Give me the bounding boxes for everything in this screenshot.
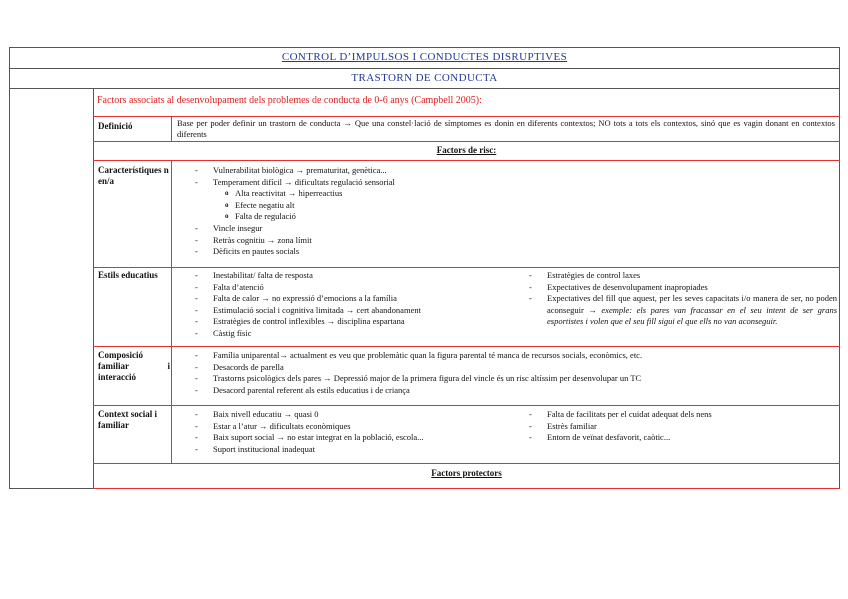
list-item: - Retràs cognitiu → zona límit [193, 235, 833, 247]
list-item: - Falta de facilitats per el cuidat adequat dels nens [527, 409, 837, 421]
table-border-bottom [93, 488, 840, 489]
document-title: CONTROL D’IMPULSOS I CONDUCTES DISRUPTIVES [281, 51, 568, 63]
list-item: - Vincle insegur [193, 223, 833, 235]
column-divider [171, 116, 172, 141]
estils-left-list [193, 270, 513, 340]
list-item: - Dèficits en pautes socials [193, 246, 833, 258]
composicio-label [98, 350, 170, 383]
list-item: - Inestabilitat/ falta de resposta [193, 270, 513, 282]
list-item: - Estimulació social i cognitiva limitada → cert abandonament [193, 305, 513, 317]
list-item: - Suport institucional inadequat [193, 444, 513, 456]
definicio-text: Base per poder definir un trastorn de conducta → Que una constel·lació de símptomes es donin en diferents contextos; NO tots a tots els contextos, sinó que es vagin donant en contextos diferents [177, 118, 835, 139]
list-item: - Trastorns psicològics dels pares → Depressió major de la primera figura del vincle és un risc altíssim per desenvolupar un TC [193, 373, 837, 385]
context-right-list [527, 409, 837, 444]
table-border-bottom-left [9, 488, 94, 489]
definicio-label: Definició [98, 121, 133, 131]
list-item: - Baix nivell educatiu → quasi 0 [193, 409, 513, 421]
table-border-left [9, 47, 10, 488]
estils-label: Estils educatius [98, 270, 158, 280]
section-heading: Factors associats al desenvolupament dels problemes de conducta de 0-6 anys (Campbell 2005): [97, 95, 482, 106]
table-border-top [9, 47, 840, 48]
context-left-list [193, 409, 513, 455]
list-item: - Falta de calor → no expressió d’emocions a la família [193, 293, 513, 305]
list-item: - Temperament difícil → dificultats regulació sensorial [193, 177, 833, 189]
row-divider [93, 160, 840, 161]
list-item: - Estratègies de control inflexibles → disciplina espartana [193, 316, 513, 328]
list-item: - Falta d’atenció [193, 282, 513, 294]
caracteristiques-list [193, 165, 833, 258]
context-label: Context social i familiar [98, 409, 157, 430]
row-divider [93, 141, 840, 142]
list-item: - Desacord parental referent als estils educatius i de criança [193, 385, 837, 397]
list-item: - Desacords de parella [193, 362, 837, 374]
list-item: - Vulnerabilitat biològica → prematuritat, genètica... [193, 165, 833, 177]
composicio-label-word: i [167, 361, 170, 371]
composicio-list [193, 350, 837, 396]
composicio-label-line [98, 361, 170, 372]
list-item-example: exemple: els pares van fracassar en el seu intent de ser grans esportistes i volen que el seu fill sigui el que ells no van aconseguir. [547, 304, 837, 327]
row-divider [93, 463, 840, 464]
row-divider [93, 405, 840, 406]
list-item: - Expectatives de desenvolupament inapropiades [527, 282, 837, 294]
list-item: - Entorn de veïnat desfavorit, caòtic... [527, 432, 837, 444]
row-divider [93, 267, 840, 268]
list-item: - Estrès familiar [527, 421, 837, 433]
list-item-text: Expectatives del fill que aquest, per les seves capacitats i/o manera de ser, no poden aconseguir → [547, 293, 837, 315]
list-item [527, 293, 837, 328]
protectors-heading: Factors protectors [431, 468, 502, 478]
sub-list-item: o Falta de regulació [193, 211, 833, 223]
row-divider [9, 68, 840, 69]
list-item: - Família uniparental→ actualment es veu que problemàtic quan la figura parental té manca de recursos socials, econòmics, etc. [193, 350, 837, 362]
caracteristiques-label: Característiques nen/a [98, 165, 169, 186]
composicio-label-line: Composició [98, 350, 143, 360]
estils-right-list [527, 270, 837, 328]
composicio-label-line: interacció [98, 372, 136, 382]
list-item: - Estratègies de control laxes [527, 270, 837, 282]
composicio-label-word: familiar [98, 361, 129, 371]
row-divider [93, 346, 840, 347]
document-subtitle: TRASTORN DE CONDUCTA [351, 72, 498, 84]
row-divider [9, 88, 840, 89]
list-item: - Càstig físic [193, 328, 513, 340]
sub-list-item: o Alta reactivitat → hiperreactius [193, 188, 833, 200]
list-item: - Estar a l’atur → dificultats econòmiques [193, 421, 513, 433]
row-divider [93, 116, 840, 117]
column-divider [171, 160, 172, 463]
risk-heading: Factors de risc: [436, 145, 497, 155]
sub-list-item: o Efecte negatiu alt [193, 200, 833, 212]
list-item: - Baix suport social → no estar integrat en la població, escola... [193, 432, 513, 444]
